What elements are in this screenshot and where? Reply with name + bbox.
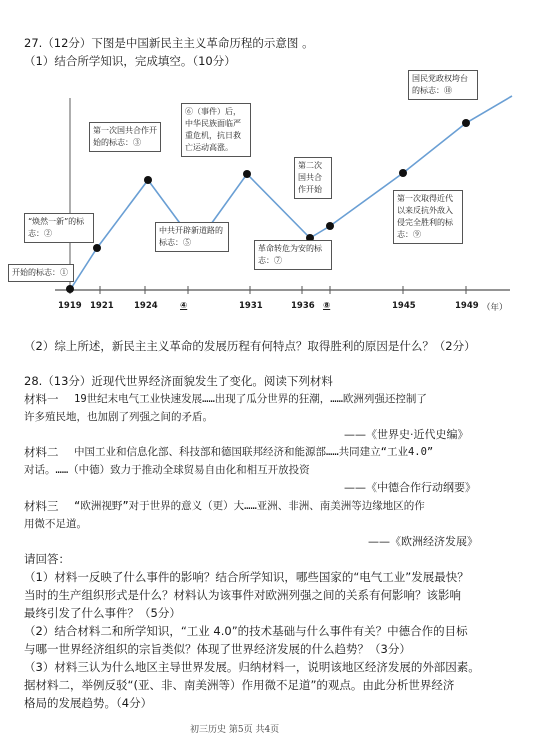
q28-subquestion-2: （2）结合材料二和所学知识，“工业 4.0”的技术基础与什么事件有关？中德合作的目标 [24, 624, 468, 638]
box-new-look: “焕然一新”的标志：② [24, 213, 94, 243]
point-1919 [66, 285, 74, 293]
box-event-crisis: ⑥（事件）后，中华民族面临严重危机，抗日救亡运动高涨。 [181, 103, 251, 157]
box-kmt-collapse: 国民党政权垮台的标志：⑩ [408, 70, 478, 100]
q28-subquestion-3: （3）材料三认为什么地区主导世界发展。归纳材料一，说明该地区经济发展的外部因素。 [24, 660, 480, 674]
material-1-text: 19世纪末电气工业快速发展……出现了瓜分世界的狂潮，……欧洲列强还控制了 [74, 393, 427, 405]
q28-subquestion-1: 当时的生产组织形式是什么？材料认为该事件对欧洲列强之间的关系有何影响？该影响 [24, 588, 461, 602]
year-label: 1936 [291, 301, 315, 311]
q28-header: 28.（13分）近现代世界经济面貌发生了变化。阅读下列材料 [24, 374, 333, 388]
box-second-cooperation: 第二次国共合作开始 [294, 157, 332, 199]
year-blank-4: ④ [180, 301, 188, 311]
point-1921 [93, 244, 101, 252]
q28-subquestion-3: 格局的发展趋势。（4分） [24, 696, 153, 710]
q27-part2: （2）综上所述，新民主主义革命的发展历程有何特点？取得胜利的原因是什么？（2分） [24, 339, 476, 353]
material-3-text: “欧洲视野”对于世界的意义（更）大……亚洲、非洲、南美洲等边缘地区的作 [74, 500, 425, 512]
year-label: 1921 [90, 301, 114, 311]
year-label: 1919 [58, 301, 82, 311]
material-1-source: ——《世界史·近代史编》 [344, 428, 469, 441]
year-label: 1945 [392, 301, 416, 311]
q28-subquestion-1: 最终引发了什么事件？（5分） [24, 606, 181, 620]
point-1949 [462, 119, 470, 127]
material-3-text: 用微不足道。 [24, 518, 87, 530]
point-1937 [326, 222, 334, 230]
material-3-label: 材料三 [24, 499, 59, 513]
point-1924 [144, 176, 152, 184]
revolution-diagram [0, 0, 551, 330]
q27-part1: （1）结合所学知识，完成填空。（10分） [24, 54, 236, 68]
q28-subquestion-2: 与哪一世界经济组织的宗旨类似？体现了世界经济发展的什么趋势？（3分） [24, 642, 411, 656]
page-footer: 初三历史 第5页 共4页 [190, 725, 280, 735]
box-turning-point: 革命转危为安的标志：⑦ [254, 240, 332, 270]
material-3-source: ——《欧洲经济发展》 [368, 535, 478, 548]
q28-subquestion-3: 据材料二，举例反驳“(亚、非、南美洲等）作用微不足道”的观点。由此分析世界经济 [24, 678, 455, 692]
q27-header: 27.（12分）下图是中国新民主主义革命历程的示意图 。 [24, 36, 314, 50]
answer-prompt: 请回答： [24, 552, 70, 566]
material-1-text: 许多殖民地，也加剧了列强之间的矛盾。 [24, 411, 213, 423]
box-first-cooperation: 第一次国共合作开始的标志：③ [89, 122, 161, 152]
q28-subquestion-1: （1）材料一反映了什么事件的影响？结合所学知识，哪些国家的“电气工业”发展最快？ [24, 570, 469, 584]
material-2-source: ——《中德合作行动纲要》 [344, 481, 476, 494]
year-label: 1924 [134, 301, 158, 311]
box-new-path: 中共开辟新道路的标志：⑤ [155, 222, 229, 252]
box-victory: 第一次取得近代以来反抗外敌入侵完全胜利的标志：⑨ [393, 190, 463, 244]
material-2-text: 对话。……（中德）致力于推动全球贸易自由化和相互开放投资 [24, 464, 310, 476]
box-start: 开始的标志：① [8, 264, 74, 282]
material-2-text: 中国工业和信息化部、科技部和德国联邦经济和能源部……共同建立“工业4.0” [74, 446, 434, 458]
year-label: 1949 [455, 301, 479, 311]
diagram-lines [0, 0, 551, 330]
material-2-label: 材料二 [24, 445, 59, 459]
point-1945 [399, 169, 407, 177]
material-1-label: 材料一 [24, 392, 59, 406]
year-unit: （年） [482, 303, 508, 313]
year-blank-8: ⑧ [323, 301, 331, 311]
year-label: 1931 [239, 301, 263, 311]
point-1931 [243, 170, 251, 178]
